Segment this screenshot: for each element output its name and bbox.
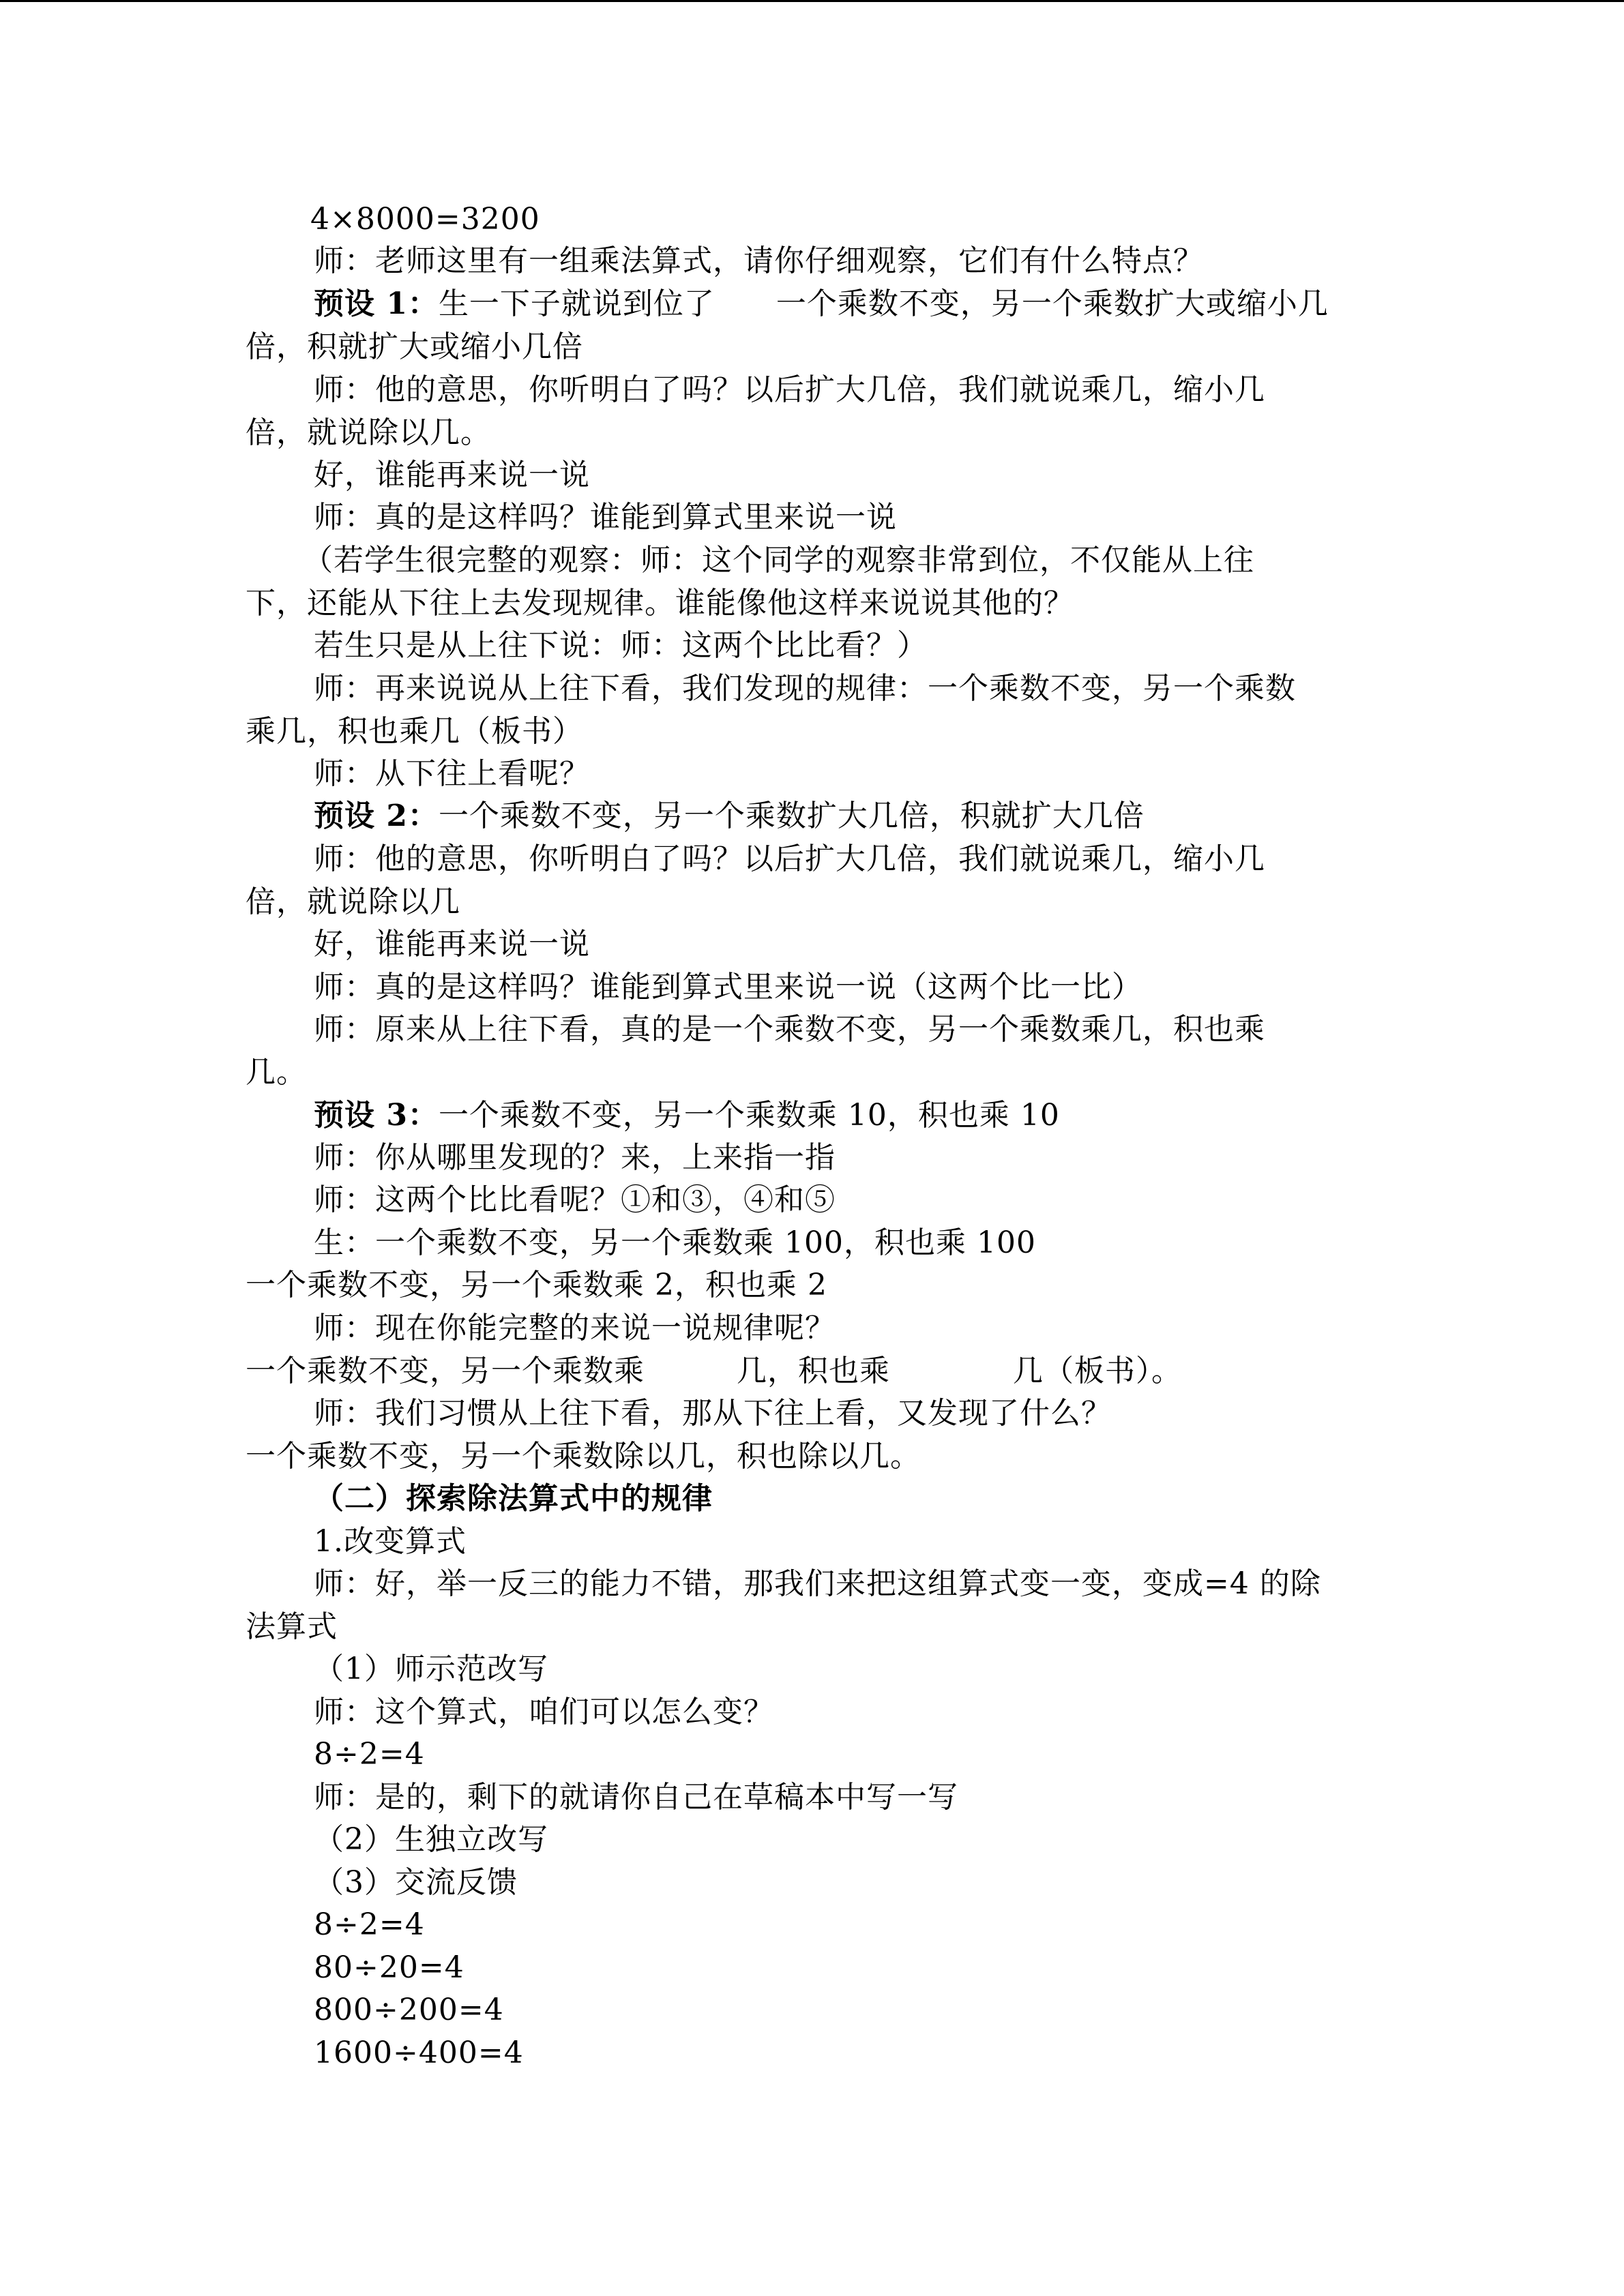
teacher-line: 师：现在你能完整的来说一说规律呢？ [314,1311,836,1345]
step-line: （1）师示范改写 [314,1652,548,1686]
teacher-line-continuation: 倍，就说除以几。 [246,415,491,450]
teacher-line-continuation: 倍，就说除以几 [246,884,460,919]
preset-3-line [314,1097,1060,1135]
equation-line: 8÷2=4 [314,1907,425,1942]
equation-line: 80÷20=4 [314,1950,464,1985]
rule-line: 一个乘数不变，另一个乘数除以几，积也除以几。 [246,1439,921,1474]
teacher-line: 好，谁能再来说一说 [314,927,590,961]
equation-line: 1600÷400=4 [314,2036,524,2070]
teacher-line: 师：这两个比比看呢？①和③，④和⑤ [314,1182,836,1217]
preset-1-text: 生一下子就说到位了 一个乘数不变，另一个乘数扩大或缩小几 [438,286,1329,321]
teacher-line: 师：是的，剩下的就请你自己在草稿本中写一写 [314,1780,958,1815]
subsection-title: 1.改变算式 [314,1524,467,1559]
rule-line: 一个乘数不变，另一个乘数乘 几，积也乘 几（板书）。 [246,1354,1182,1388]
teacher-line: 师：我们习惯从上往下看，那从下往上看，又发现了什么？ [314,1396,1112,1431]
teacher-line: 师：从下往上看呢？ [314,756,590,791]
step-line: （2）生独立改写 [314,1822,548,1857]
preset-2-line [314,797,1145,835]
teacher-line: 师：好，举一反三的能力不错，那我们来把这组算式变一变，变成=4 的除 [314,1566,1321,1601]
teacher-line: 师：他的意思，你听明白了吗？以后扩大几倍，我们就说乘几，缩小几 [314,372,1265,407]
teacher-line: 师：真的是这样吗？谁能到算式里来说一说 [314,500,897,535]
note-line-continuation: 下，还能从下往上去发现规律。谁能像他这样来说说其他的？ [246,586,1074,621]
teacher-line: 师：再来说说从上往下看，我们发现的规律：一个乘数不变，另一个乘数 [314,671,1296,706]
teacher-line: 师：这个算式，咱们可以怎么变？ [314,1695,774,1729]
preset-3-text: 一个乘数不变，另一个乘数乘 10，积也乘 10 [438,1098,1060,1133]
preset-1-label: 预设 1： [314,286,439,321]
note-line: 若生只是从上往下说：师：这两个比比看？） [314,628,928,663]
teacher-line-continuation: 几。 [246,1055,307,1090]
note-line: （若学生很完整的观察：师：这个同学的观察非常到位，不仅能从上往 [303,543,1254,578]
preset-1-line [314,285,1329,323]
equation-line: 4×8000=3200 [310,202,540,237]
preset-3-label: 预设 3： [314,1098,439,1133]
preset-2-text: 一个乘数不变，另一个乘数扩大几倍，积就扩大几倍 [438,799,1145,833]
preset-1-continuation: 倍，积就扩大或缩小几倍 [246,329,583,364]
section-heading: （二）探索除法算式中的规律 [314,1481,713,1516]
teacher-line: 师：真的是这样吗？谁能到算式里来说一说（这两个比一比） [314,970,1142,1004]
teacher-line-continuation: 乘几，积也乘几（板书） [246,714,583,749]
teacher-line: 师：他的意思，你听明白了吗？以后扩大几倍，我们就说乘几，缩小几 [314,841,1265,876]
student-line: 生：一个乘数不变，另一个乘数乘 100，积也乘 100 [314,1225,1036,1260]
equation-line: 800÷200=4 [314,1993,504,2027]
teacher-line: 师：原来从上往下看，真的是一个乘数不变，另一个乘数乘几，积也乘 [314,1012,1265,1047]
preset-2-label: 预设 2： [314,799,439,833]
step-line: （3）交流反馈 [314,1865,518,1900]
teacher-line: 好，谁能再来说一说 [314,458,590,492]
teacher-line: 师：你从哪里发现的？来，上来指一指 [314,1140,836,1175]
equation-line: 8÷2=4 [314,1737,425,1772]
student-line-continuation: 一个乘数不变，另一个乘数乘 2，积也乘 2 [246,1268,827,1302]
teacher-line: 师：老师这里有一组乘法算式，请你仔细观察，它们有什么特点？ [314,243,1204,278]
teacher-line-continuation: 法算式 [246,1609,338,1644]
